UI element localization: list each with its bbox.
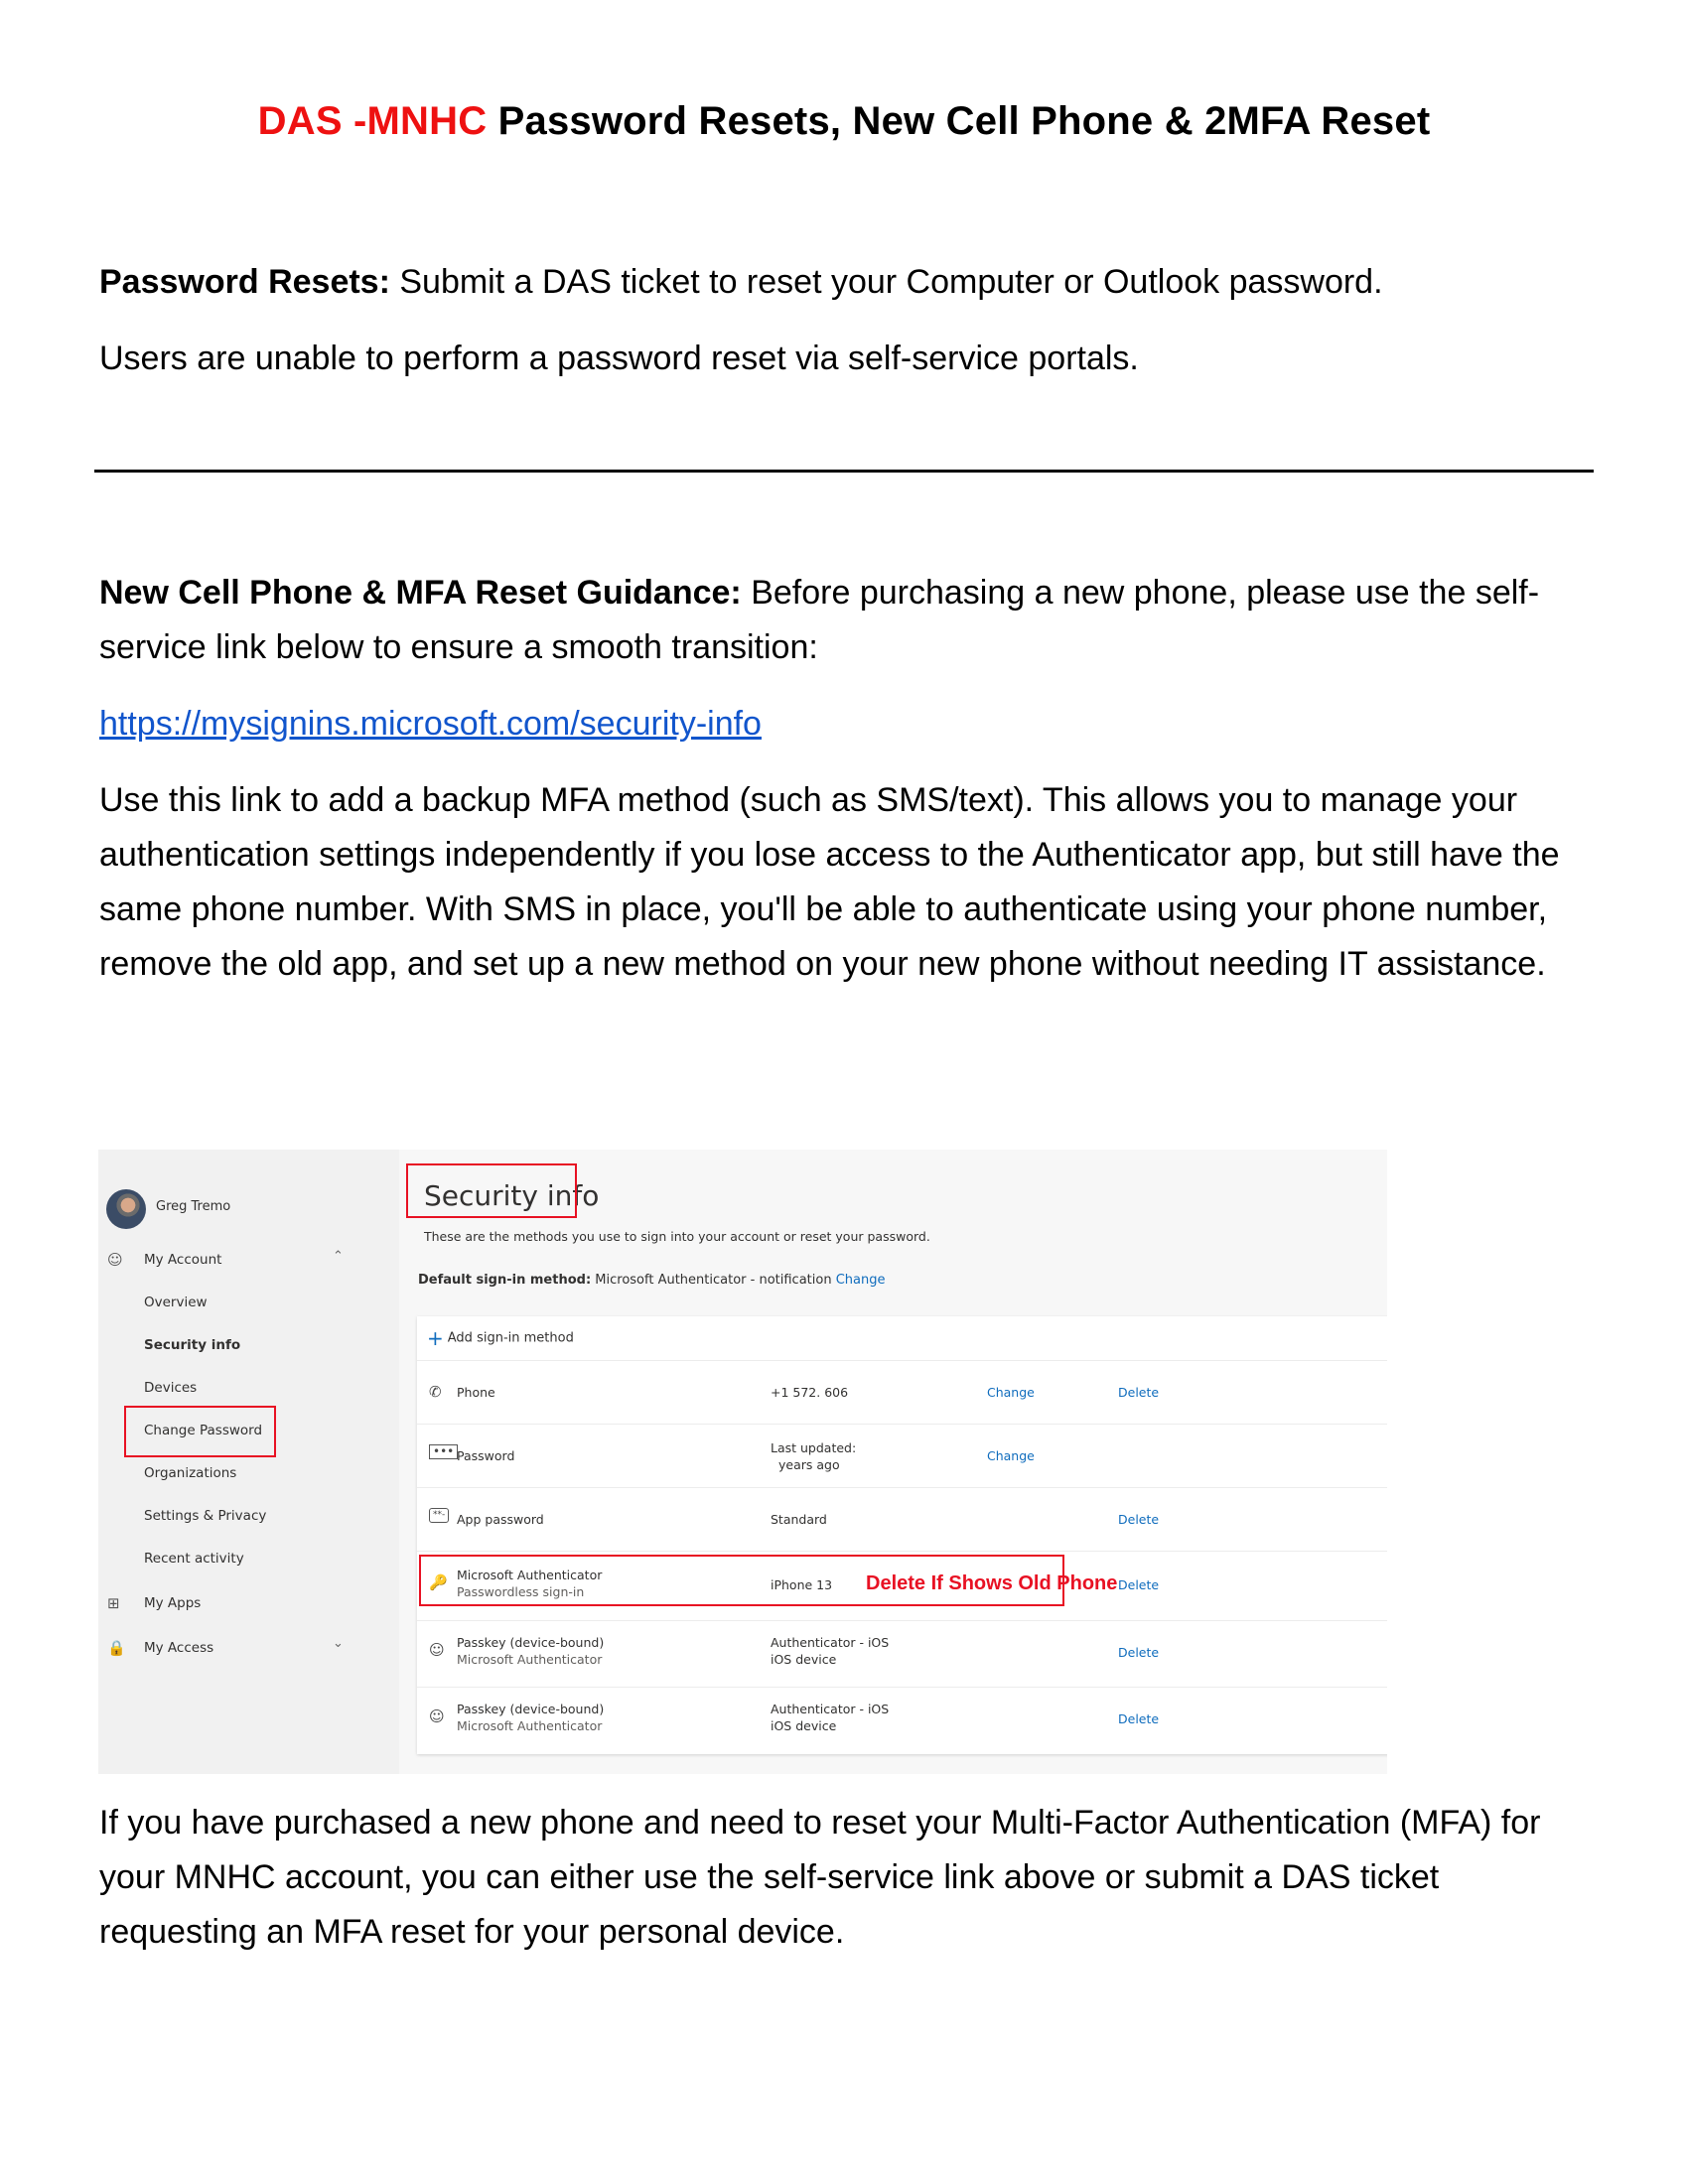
method-name: Password	[457, 1448, 515, 1463]
delete-link[interactable]: Delete	[1118, 1645, 1160, 1660]
password-resets-paragraph	[99, 255, 1599, 310]
method-row-passkey-2	[417, 1687, 1387, 1755]
method-detail-line: Last updated:	[771, 1440, 857, 1455]
change-password-highlight	[124, 1406, 276, 1457]
method-name-line: Microsoft Authenticator	[457, 1568, 603, 1582]
method-name-sub: Microsoft Authenticator	[457, 1718, 603, 1733]
method-row-app-password	[417, 1487, 1387, 1552]
avatar	[106, 1189, 146, 1229]
password-resets-text: Submit a DAS ticket to reset your Computer or Outlook password.	[389, 263, 1383, 301]
sidebar-item-security-info[interactable]: Security info	[144, 1337, 241, 1353]
default-method-label: Default sign-in method:	[418, 1273, 592, 1288]
user-name: Greg Tremo	[156, 1199, 231, 1214]
lock-icon: 🔒	[107, 1639, 126, 1657]
method-name	[457, 1635, 604, 1667]
default-method-change-link[interactable]: Change	[835, 1273, 886, 1288]
method-row-phone	[417, 1360, 1387, 1425]
sidebar-item-my-access[interactable]: My Access	[144, 1640, 214, 1656]
title-rest: Password Resets, New Cell Phone & 2MFA Reset	[487, 99, 1431, 143]
mfa-reset-closing-paragraph: If you have purchased a new phone and need to reset your Multi-Factor Authentication (MFA) for your MNHC account, you can either use the self-service link above or submit a DAS ticket requesting an MFA reset for your personal device.	[99, 1804, 1541, 1951]
delete-old-phone-annotation: Delete If Shows Old Phone	[866, 1572, 1118, 1594]
mfa-guidance-paragraph	[99, 566, 1599, 675]
authenticator-icon: 🔑	[429, 1573, 448, 1591]
method-detail-sub: iOS device	[771, 1652, 837, 1667]
password-icon: •••	[429, 1444, 458, 1459]
method-detail-sub: years ago	[778, 1457, 840, 1472]
method-name-sub: Microsoft Authenticator	[457, 1652, 603, 1667]
add-sign-in-method-button[interactable]	[427, 1326, 574, 1350]
security-info-screenshot	[98, 1150, 1387, 1774]
method-detail	[771, 1702, 889, 1733]
methods-card	[417, 1316, 1387, 1754]
method-detail	[771, 1635, 889, 1667]
change-link[interactable]: Change	[987, 1385, 1035, 1400]
method-detail: +1 572. 606	[771, 1385, 849, 1400]
delete-link[interactable]: Delete	[1118, 1577, 1160, 1592]
security-info-link[interactable]: https://mysignins.microsoft.com/security-info	[99, 705, 762, 743]
method-name-sub: Passwordless sign-in	[457, 1584, 585, 1599]
title-prefix: DAS -MNHC	[257, 99, 488, 143]
method-detail-sub: iOS device	[771, 1718, 837, 1733]
sidebar-item-devices[interactable]: Devices	[144, 1380, 198, 1396]
backup-mfa-paragraph: Use this link to add a backup MFA method (such as SMS/text). This allows you to manage your authentication settings independently if you lose access to the Authenticator app, but still have the same phone number. With SMS in place, you'll be able to authenticate using your phone number, remove the old app, and set up a new method on your new phone without needing IT assistance.	[99, 781, 1560, 983]
security-info-subtitle: These are the methods you use to sign into your account or reset your password.	[424, 1229, 930, 1244]
add-sign-in-method-label: Add sign-in method	[447, 1330, 574, 1346]
document-title	[0, 99, 1688, 144]
method-detail: iPhone 13	[771, 1577, 833, 1592]
sidebar-item-my-account[interactable]: My Account	[144, 1252, 222, 1268]
password-resets-label: Password Resets:	[99, 263, 390, 301]
mfa-guidance-label: New Cell Phone & MFA Reset Guidance:	[99, 574, 742, 612]
person-icon: ☺	[107, 1251, 123, 1269]
method-name	[457, 1702, 604, 1733]
default-sign-in-method	[418, 1273, 885, 1288]
method-name: App password	[457, 1512, 544, 1527]
chevron-down-icon[interactable]: ⌄	[333, 1636, 344, 1651]
plus-icon: +	[427, 1326, 444, 1350]
method-detail-line: Authenticator - iOS	[771, 1635, 890, 1650]
mfa-guidance-text: Before purchasing a new phone, please use the self-service link below to ensure a smooth transition:	[99, 574, 1540, 666]
delete-link[interactable]: Delete	[1118, 1512, 1160, 1527]
method-row-passkey-1	[417, 1620, 1387, 1688]
method-detail	[771, 1440, 856, 1472]
method-name-line: Passkey (device-bound)	[457, 1635, 605, 1650]
method-row-password	[417, 1424, 1387, 1488]
sidebar-item-recent-activity[interactable]: Recent activity	[144, 1551, 244, 1567]
sidebar-item-overview[interactable]: Overview	[144, 1295, 208, 1310]
delete-link[interactable]: Delete	[1118, 1711, 1160, 1726]
change-link[interactable]: Change	[987, 1448, 1035, 1463]
sidebar-item-settings-privacy[interactable]: Settings & Privacy	[144, 1508, 267, 1524]
sidebar-item-change-password[interactable]: Change Password	[144, 1423, 263, 1438]
passkey-icon: ☺	[429, 1641, 445, 1659]
sidebar-item-my-apps[interactable]: My Apps	[144, 1595, 202, 1611]
method-name-line: Passkey (device-bound)	[457, 1702, 605, 1716]
phone-icon: ✆	[429, 1383, 442, 1401]
section-divider	[94, 470, 1594, 473]
delete-link[interactable]: Delete	[1118, 1385, 1160, 1400]
sidebar	[98, 1150, 399, 1774]
method-name: Phone	[457, 1385, 495, 1400]
security-info-highlight	[406, 1163, 577, 1218]
authenticator-highlight	[419, 1555, 1064, 1606]
security-info-link-paragraph	[99, 697, 1599, 751]
self-service-note: Users are unable to perform a password reset via self-service portals.	[99, 340, 1139, 377]
method-detail-line: Authenticator - iOS	[771, 1702, 890, 1716]
default-method-value: Microsoft Authenticator - notification	[591, 1273, 836, 1288]
sidebar-item-organizations[interactable]: Organizations	[144, 1465, 237, 1481]
apps-icon: ⊞	[107, 1594, 120, 1612]
passkey-icon: ☺	[429, 1707, 445, 1725]
method-detail: Standard	[771, 1512, 827, 1527]
app-password-icon: **-	[429, 1508, 449, 1523]
chevron-up-icon[interactable]: ⌃	[333, 1249, 344, 1264]
security-info-title: Security info	[424, 1179, 600, 1212]
